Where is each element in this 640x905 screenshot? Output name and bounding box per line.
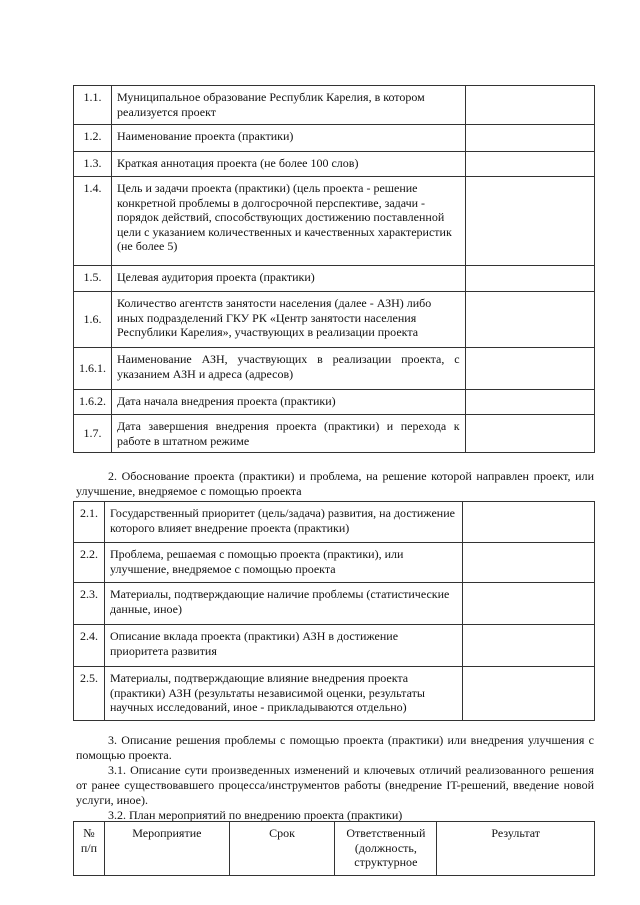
table-row <box>74 667 595 721</box>
row-number: 1.6.2. <box>74 390 112 415</box>
answer-cell[interactable] <box>463 667 595 721</box>
col-header-activity: Мероприятие <box>104 822 229 876</box>
table-row <box>74 502 595 543</box>
row-label: Дата завершения внедрения проекта (практики) и перехода к работе в штатном режиме <box>112 415 466 453</box>
table-row <box>74 583 595 625</box>
answer-cell[interactable] <box>465 266 594 292</box>
table-row <box>74 390 595 415</box>
table-header-row <box>74 822 595 876</box>
col-header-number: № п/п <box>74 822 105 876</box>
row-label: Краткая аннотация проекта (не более 100 слов) <box>112 152 466 177</box>
row-label: Муниципальное образование Республик Карелия, в котором реализуется проект <box>112 86 466 125</box>
row-number: 1.2. <box>74 125 112 152</box>
section1-table <box>73 85 595 453</box>
answer-cell[interactable] <box>463 625 595 667</box>
table-row <box>74 415 595 453</box>
row-label: Целевая аудитория проекта (практики) <box>112 266 466 292</box>
row-number: 1.6.1. <box>74 348 112 390</box>
section3-2-text: 3.2. План мероприятий по внедрению проекта (практики) <box>108 808 403 822</box>
answer-cell[interactable] <box>465 177 594 266</box>
table-row <box>74 177 595 266</box>
col-header-result: Результат <box>437 822 595 876</box>
row-label: Количество агентств занятости населения (далее - АЗН) либо иных подразделений ГКУ РК «Центр занятости населения Республики Карелия», участвующих в реализации проекта <box>112 292 466 348</box>
row-number: 1.5. <box>74 266 112 292</box>
col-header-deadline: Срок <box>229 822 335 876</box>
table-row <box>74 543 595 583</box>
section3-heading: 3. Описание решения проблемы с помощью проекта (практики) или внедрения улучшения с помощью проекта. <box>76 733 594 762</box>
row-label: Цель и задачи проекта (практики) (цель проекта - решение конкретной проблемы в долгосрочной перспективе, задачи - порядок действий, способствующих достижению поставленной цели с указанием количественных и качественных характеристик (не более 5) <box>112 177 466 266</box>
section3-1-text: 3.1. Описание сути произведенных изменений и ключевых отличий реализованного решения от ранее существовавшего процесса/инструментов работы (внедрение IT-решений, введение новой услуги, иное). <box>76 763 594 807</box>
section2-heading: 2. Обоснование проекта (практики) и проблема, на решение которой направлен проект, или улучшение, внедряемое с помощью проекта <box>76 469 594 498</box>
answer-cell[interactable] <box>465 292 594 348</box>
answer-cell[interactable] <box>465 125 594 152</box>
row-number: 2.3. <box>74 583 105 625</box>
table-row <box>74 86 595 125</box>
row-label: Наименование проекта (практики) <box>112 125 466 152</box>
row-label: Описание вклада проекта (практики) АЗН в достижение приоритета развития <box>104 625 462 667</box>
table-row <box>74 125 595 152</box>
row-number: 1.4. <box>74 177 112 266</box>
row-number: 1.7. <box>74 415 112 453</box>
answer-cell[interactable] <box>465 348 594 390</box>
table-row <box>74 348 595 390</box>
row-number: 2.1. <box>74 502 105 543</box>
row-number: 1.6. <box>74 292 112 348</box>
row-label: Проблема, решаемая с помощью проекта (практики), или улучшение, внедряемое с помощью проекта <box>104 543 462 583</box>
table-row <box>74 292 595 348</box>
row-number: 2.4. <box>74 625 105 667</box>
plan-table <box>73 821 595 876</box>
table-row <box>74 266 595 292</box>
answer-cell[interactable] <box>465 415 594 453</box>
row-label: Дата начала внедрения проекта (практики) <box>112 390 466 415</box>
table-row <box>74 625 595 667</box>
answer-cell[interactable] <box>463 502 595 543</box>
row-label: Государственный приоритет (цель/задача) развития, на достижение которого влияет внедрение проекта (практики) <box>104 502 462 543</box>
answer-cell[interactable] <box>463 543 595 583</box>
answer-cell[interactable] <box>465 86 594 125</box>
col-header-responsible: Ответственный (должность, структурное <box>335 822 437 876</box>
row-label: Материалы, подтверждающие наличие проблемы (статистические данные, иное) <box>104 583 462 625</box>
answer-cell[interactable] <box>463 583 595 625</box>
row-number: 2.5. <box>74 667 105 721</box>
row-number: 1.3. <box>74 152 112 177</box>
row-label: Материалы, подтверждающие влияние внедрения проекта (практики) АЗН (результаты независимой оценки, результаты научных исследований, иное - прикладываются отдельно) <box>104 667 462 721</box>
answer-cell[interactable] <box>465 152 594 177</box>
section2-table <box>73 501 595 721</box>
row-number: 1.1. <box>74 86 112 125</box>
row-number: 2.2. <box>74 543 105 583</box>
table-row <box>74 152 595 177</box>
answer-cell[interactable] <box>465 390 594 415</box>
row-label: Наименование АЗН, участвующих в реализации проекта, с указанием АЗН и адреса (адресов) <box>112 348 466 390</box>
